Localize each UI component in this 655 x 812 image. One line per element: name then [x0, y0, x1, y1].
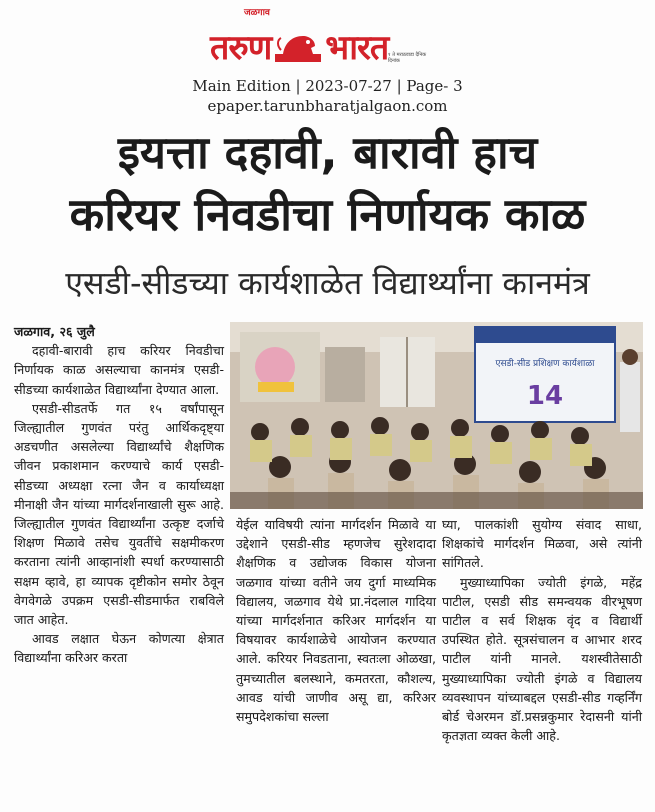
paragraph: एसडी-सीडतर्फे गत १५ वर्षांपासून जिल्ह्यातील गुणवंत परंतु आर्थिकदृष्ट्या अडचणीत असलेल्या विद्यार्थ्यांचे शैक्षणिक जीवन प्रकाशमान करण्याचे कार्य एसडी-सीडच्या अध्यक्षा रत्ना जैन व कार्याध्यक्षा मीनाक्षी जैन यांच्या मार्गदर्शनाखाली सुरू आहे. जिल्ह्यातील गुणवंत विद्यार्थ्यांना उत्कृष्ट दर्जाचे शिक्षण मिळावे तसेच युवतींचे सक्षमीकरण करताना त्यांनी आव्हानांशी स्पर्धा करण्यासाठी सक्षम व्हावे, हा व्यापक दृष्टीकोन समोर ठेवून वेगवेगळे उपक्रम एसडी-सीडमार्फत राबविले जात आहेत.: [14, 400, 224, 628]
masthead-city-label: जळगाव: [244, 8, 270, 18]
paragraph: येईल याविषयी त्यांना मार्गदर्शन मिळावे या उद्देशाने एसडी-सीड म्हणजेच सुरेशदादा शैक्षणिक व उद्योजक विकास योजना जळगाव यांच्या वतीने जय दुर्गा माध्यमिक विद्यालय, जळगाव येथे प्रा.नंदलाल गादिया यांच्या मार्गदर्शनात करिअर मार्गदर्शन या विषयावर कार्यशाळेचे आयोजन करण्यात आले. करियर निवडताना, स्वतःला ओळखा, तुमच्यातील बलस्थाने, कमतरता, कौशल्य, आवड यांची जाणीव असू द्या, करिअर समुपदेशकांचा सल्ला: [236, 517, 436, 725]
headline-line-1: इयत्ता दहावी, बारावी हाच: [117, 126, 538, 179]
masthead-tagline: १ ते मराठवाडा दैनिक दिनांक: [388, 52, 427, 64]
epaper-url[interactable]: epaper.tarunbharatjalgaon.com: [207, 97, 448, 115]
paragraph: दहावी-बारावी हाच करियर निवडीचा निर्णायक काळ असल्याचा कानमंत्र एसडी-सीडच्या कार्यशाळेत विद्यार्थ्यांना देण्यात आला.: [14, 343, 224, 397]
article-column-3: [442, 515, 642, 745]
paragraph: आवड लक्षात घेऊन कोणत्या क्षेत्रात विद्यार्थ्यांना करिअर करता: [14, 631, 224, 666]
subheadline: एसडी-सीडच्या कार्यशाळेत विद्यार्थ्यांना कानमंत्र: [65, 264, 590, 302]
logo-word-bharat: भारत: [325, 28, 389, 68]
classroom-photo-illustration: [230, 322, 643, 509]
paragraph: मुख्याध्यापिका ज्योती इंगळे, महेंद्र पाटील, एसडी सीड समन्वयक वीरभूषण पाटील व सर्व शिक्षक वृंद व विद्यार्थी उपस्थित होते. सूत्रसंचालन व आभार शरद पाटील यांनी मानले. यशस्वीतेसाठी मुख्याध्यापिका ज्योती इंगळे व विद्यालय व्यवस्थापन यांच्याबद्दल एसडी-सीड गव्हर्निंग बोर्ड चेअरमन डॉ.प्रसन्नकुमार रेदासनी यांनी कृतज्ञता व्यक्त केली आहे.: [442, 574, 642, 744]
newspaper-logo[interactable]: [210, 26, 388, 70]
article-column-2: [236, 515, 436, 726]
masthead: [0, 0, 655, 120]
headline-line-2: करियर निवडीचा निर्णायक काळ: [69, 188, 586, 241]
article-column-1: [14, 322, 224, 668]
paragraph: घ्या, पालकांशी सुयोग्य संवाद साधा, शिक्षकांचे मार्गदर्शन मिळवा, असे त्यांनी सांगितले.: [442, 517, 642, 571]
photo-banner-number: 14: [526, 381, 564, 411]
edition-line: Main Edition | 2023-07-27 | Page- 3: [192, 77, 463, 95]
photo-banner-title: एसडी-सीड प्रशिक्षण कार्यशाळा: [495, 359, 595, 369]
logo-word-tarun: तरुण: [210, 28, 272, 68]
lion-emblem-icon: [275, 28, 321, 68]
article-photo[interactable]: [230, 322, 643, 509]
dateline: जळगाव, २६ जुलै: [14, 324, 95, 339]
